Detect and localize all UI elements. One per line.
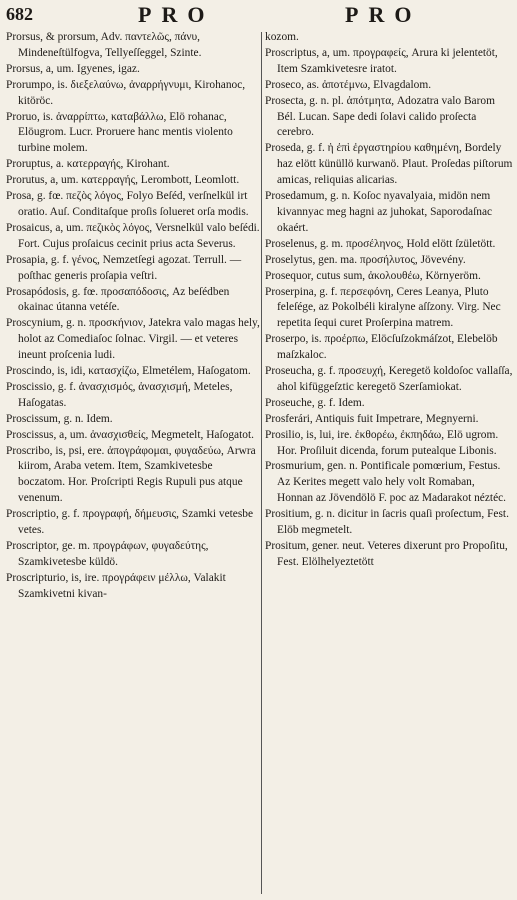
dictionary-entry: Proscissum, g. n. Idem. <box>6 412 113 425</box>
dictionary-entry: Proscriptio, g. f. προγραφή, δήμευσις, Szamki vetesbe vetes. <box>6 508 254 537</box>
dictionary-entry: Proselenus, g. m. προσέληνος, Hold elött ſzületött. <box>265 237 496 250</box>
column-divider <box>261 32 262 894</box>
page-header <box>0 0 517 30</box>
running-head-left: PRO <box>138 2 215 27</box>
dictionary-entry: Proscribo, is, psi, ere. ἀπογράφομαι, φυγαδεύω, Arwra kiirom, Araba vetem. Item, Szamkivetesbe boczatom. Hor. Proſcripti Regis Rupuli pus atque venenum. <box>6 444 256 505</box>
dictionary-entry: Prosequor, cutus sum, ἀκολουθέω, Környeröm. <box>265 269 481 282</box>
dictionary-entry: Prosapódosis, g. fœ. προσαπόδοσις, Az beſédben okainac útanna vetéſe. <box>6 285 230 314</box>
dictionary-entry: Prosedamum, g. n. Koſoc nyavalyaia, midön nem kivannyac meg hagni az juhokat, Saporodaſnac okaért. <box>265 190 493 234</box>
running-head-right: PRO <box>345 2 422 27</box>
dictionary-entry: Proscissus, a, um. ἀνασχισθείς, Megmetelt, Haſogatot. <box>6 428 254 441</box>
dictionary-entry: Prositium, g. n. dicitur in ſacris quaſi proſectum, Fest. Elöb megmetelt. <box>265 508 509 537</box>
dictionary-entry: Proruo, is. ἀναρρίπτω, καταβάλλω, Elö rohanac, Elöugrom. Lucr. Proruere hanc mentis violento turbine molem. <box>6 110 233 155</box>
dictionary-entry: Proseucha, g. f. προσευχή, Keregetö koldoſoc vallaſſa, ahol kifüggeſztic keregetö Szerſamiokat. <box>265 365 513 393</box>
right-column <box>265 30 513 896</box>
dictionary-entry: Prorumpo, is. διεξελαύνω, ἀναρρήγνυμι, Kirohanoc, kitöröc. <box>6 78 246 107</box>
dictionary-entry: Prosferári, Antiquis fuit Impetrare, Megnyerni. <box>265 412 479 425</box>
dictionary-entry: Proseuche, g. f. Idem. <box>265 396 365 409</box>
dictionary-entry: Prosecta, g. n. pl. ἀπότμητα, Adozatra valo Barom Bél. Lucan. Sape dedi ſolavi calido proſecta cerebro. <box>265 94 495 139</box>
dictionary-entry: kozom. <box>265 31 299 43</box>
dictionary-entry: Prorutus, a, um. κατερραγής, Lerombott, Leomlott. <box>6 174 240 187</box>
dictionary-entry: Proscindo, is, idi, κατασχίζω, Elmetélem, Haſogatom. <box>6 365 251 378</box>
dictionary-entry: Prosmurium, gen. n. Pontificale pomœrium, Festus. Az Kerites megett valo hely volt Romaban, Honnan az Jövendölö F. poc az Madarakot néztéc. <box>265 460 507 505</box>
dictionary-entry: Proscriptus, a, um. προγραφείς, Arura ki jelentetöt, Item Szamkivetesre iratot. <box>265 46 498 75</box>
dictionary-entry: Prositum, gener. neut. Veteres dixerunt pro Propoſitu, Fest. Elölhelyeztetött <box>265 540 508 568</box>
dictionary-entry: Proscissio, g. f. ἀνασχισμός, ἀνασχισμή, Meteles, Haſogatas. <box>6 380 233 409</box>
dictionary-entry: Proruptus, a. κατερραγής, Kirohant. <box>6 158 170 171</box>
dictionary-entry: Proseda, g. f. ἡ ἐπὶ ἐργαστηρίου καθημένη, Bordely haz elött künüllö kurwanö. Plaut. Proſedas piſtorum amicas, reliquias alicarias. <box>265 142 513 187</box>
dictionary-entry: Proscynium, g. n. προσκήνιον, Jatekra valo magas hely, holot az Comediaſoc ſolnac. Virgil. — et veteres ineunt proſcenia ludi. <box>6 317 260 362</box>
dictionary-entry: Proselytus, gen. ma. προσήλυτος, Jövevény. <box>265 253 466 266</box>
dictionary-entry: Prorsus, a, um. Igyenes, igaz. <box>6 62 140 75</box>
dictionary-entry: Prosa, g. fœ. πεζὸς λόγος, Folyo Beſéd, verſnelkül irt oratio. Auſ. Conditaſque proſis ſolueret orſa modis. <box>6 190 249 218</box>
dictionary-entry: Prosilio, is, lui, ire. ἐκθορέω, ἐκπηδάω, Elö ugrom. Hor. Proſiluit dicenda, forum putealque Libonis. <box>265 428 499 457</box>
dictionary-entry: Prosapia, g. f. γένος, Nemzetſegi agozat. Terrull. — poſthac generis proſapia veſtri. <box>6 253 242 282</box>
dictionary-entry: Prosaicus, a, um. πεζικὸς λόγος, Versnelkül valo beſédi. Fort. Cujus proſaicus cecinit prius acta Severus. <box>6 221 260 250</box>
dictionary-entry: Proserpina, g. f. περσεφόνη, Ceres Leanya, Pluto feleſége, az Pokolbéli kiralyne aſſzony. Virg. Nec repetita ſequi curet Proſerpina matrem. <box>265 285 501 330</box>
dictionary-entry: Proseco, as. ἀποτέμνω, Elvagdalom. <box>265 78 432 91</box>
left-column <box>6 30 260 896</box>
dictionary-entry: Proserpo, is. προέρπω, Elöcſuſzokmáſzot, Elebelöb maſzkaloc. <box>265 333 498 362</box>
dictionary-entry: Prorsus, & prorsum, Adv. παντελῶς, πάνυ, Mindeneſtülfogva, Tellyeſſeggel, Szinte. <box>6 31 202 59</box>
page-number: 682 <box>6 4 33 24</box>
dictionary-entry: Proscriptor, ge. m. προγράφων, φυγαδεύτης, Szamkivetesbe küldö. <box>6 540 209 568</box>
dictionary-entry: Proscripturio, is, ire. προγράφειν μέλλω, Valakit Szamkivetni kivan- <box>6 571 226 600</box>
